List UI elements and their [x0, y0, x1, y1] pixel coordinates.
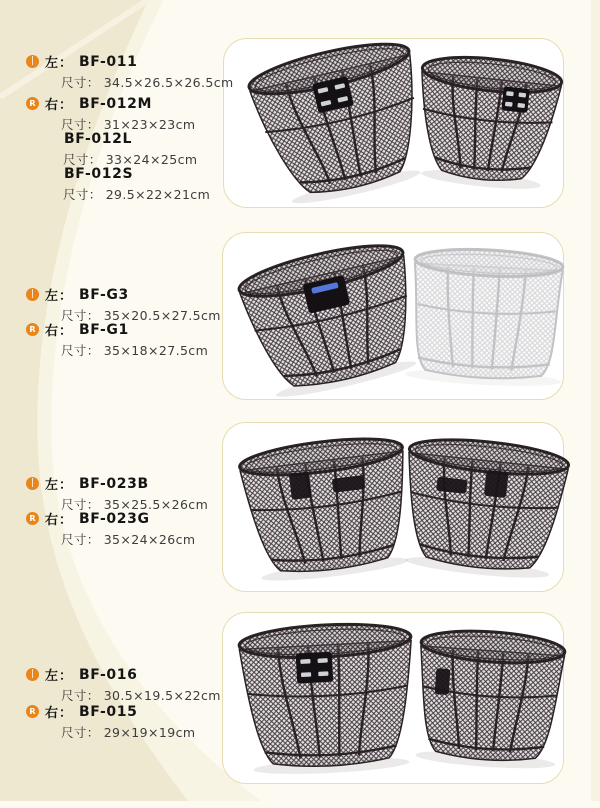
product-code: BF-G3 — [79, 286, 129, 303]
dimension-label: 尺寸： — [61, 532, 100, 547]
left-indicator-icon: ❘ — [26, 668, 39, 681]
side-label: 左： — [45, 669, 74, 684]
dimension-label: 尺寸： — [63, 187, 102, 202]
dimension-label: 尺寸： — [61, 117, 100, 132]
product-row — [26, 166, 210, 203]
dimension-label: 尺寸： — [61, 725, 100, 740]
dimension-value: 30.5×19.5×22cm — [103, 688, 221, 703]
left-indicator-icon: ❘ — [26, 477, 39, 490]
product-code: BF-012L — [64, 130, 132, 147]
dimension-value: 35×18×27.5cm — [103, 343, 209, 358]
dimension-label: 尺寸： — [61, 308, 100, 323]
dimension-label: 尺寸： — [61, 343, 100, 358]
dimension-value: 34.5×26.5×26.5cm — [103, 75, 234, 90]
side-label: 右： — [45, 706, 74, 721]
product-row — [26, 131, 197, 168]
side-label: 右： — [45, 98, 74, 113]
side-label: 左： — [45, 56, 74, 71]
dimension-value: 29×19×19cm — [103, 725, 196, 740]
product-code: BF-011 — [79, 53, 138, 70]
product-row — [26, 511, 195, 548]
dimension-label: 尺寸： — [61, 497, 100, 512]
product-code: BF-015 — [79, 703, 138, 720]
dimension-value: 35×20.5×27.5cm — [103, 308, 221, 323]
product-code: BF-023G — [79, 510, 150, 527]
product-row — [26, 667, 221, 704]
dimension-value: 35×25.5×26cm — [103, 497, 209, 512]
product-code: BF-G1 — [79, 321, 129, 338]
product-row — [26, 287, 221, 324]
dimension-label: 尺寸： — [61, 688, 100, 703]
product-row — [26, 54, 234, 91]
side-label: 右： — [45, 513, 74, 528]
right-indicator-icon: R — [26, 323, 39, 336]
product-row — [26, 704, 195, 741]
right-indicator-icon: R — [26, 705, 39, 718]
product-row — [26, 476, 208, 513]
right-indicator-icon: R — [26, 512, 39, 525]
product-code: BF-023B — [79, 475, 149, 492]
dimension-value: 35×24×26cm — [103, 532, 196, 547]
dimension-value: 33×24×25cm — [105, 152, 198, 167]
side-label: 左： — [45, 478, 74, 493]
side-label: 左： — [45, 289, 74, 304]
side-label: 右： — [45, 324, 74, 339]
left-indicator-icon: ❘ — [26, 288, 39, 301]
right-indicator-icon: R — [26, 97, 39, 110]
product-row — [26, 96, 195, 133]
product-code: BF-012S — [64, 165, 134, 182]
dimension-value: 29.5×22×21cm — [105, 187, 211, 202]
product-code: BF-012M — [79, 95, 152, 112]
product-code: BF-016 — [79, 666, 138, 683]
dimension-label: 尺寸： — [61, 75, 100, 90]
left-indicator-icon: ❘ — [26, 55, 39, 68]
dimension-label: 尺寸： — [63, 152, 102, 167]
product-row — [26, 322, 208, 359]
dimension-value: 31×23×23cm — [103, 117, 196, 132]
